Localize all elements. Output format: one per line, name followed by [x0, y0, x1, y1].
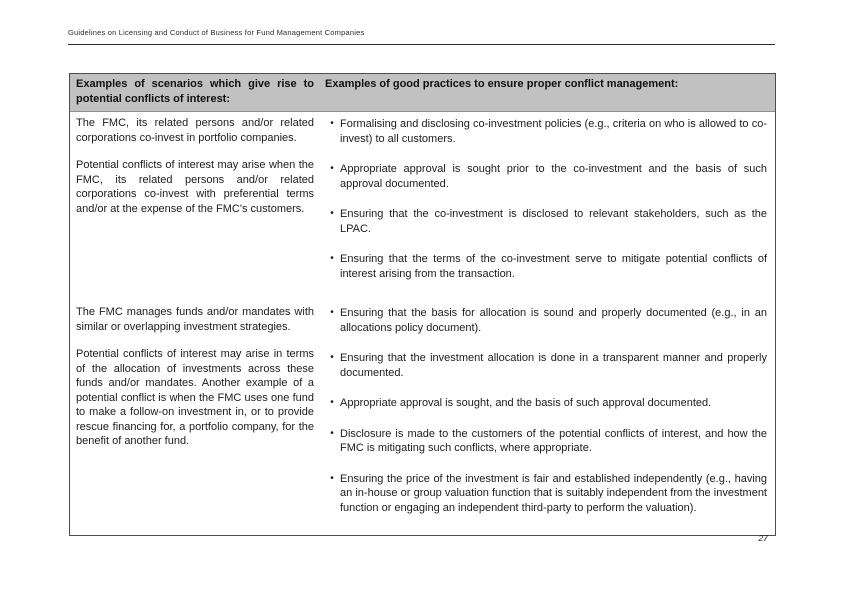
practice-text: Ensuring that the investment allocation is done in a transparent manner and properly documented. [340, 352, 767, 379]
bullet-icon: • [330, 208, 334, 219]
bullet-icon: • [330, 472, 334, 484]
bullet-icon: • [330, 397, 334, 408]
practice-item [324, 427, 767, 456]
practice-item [324, 207, 767, 236]
table-row [70, 301, 775, 535]
scenario-paragraph: The FMC manages funds and/or mandates with similar or overlapping investment strategies. [76, 306, 314, 333]
bullet-icon: • [330, 253, 334, 264]
practice-item [324, 252, 767, 281]
practice-text: Formalising and disclosing co-investment policies (e.g., criteria on who is allowed to co-invest) to all customers. [340, 118, 767, 145]
conflicts-table [69, 73, 776, 536]
running-header: Guidelines on Licensing and Conduct of Business for Fund Management Companies [68, 28, 775, 45]
header-cell-practices: Examples of good practices to ensure proper conflict management: [325, 78, 679, 90]
practice-text: Ensuring the price of the investment is fair and established independently (e.g., having an in-house or group valuation function that is suitably independent from the investment function or engaging an independent third-party to perform the valuation). [340, 472, 767, 514]
practice-item [324, 306, 767, 335]
practice-item [324, 117, 767, 146]
practice-text: Ensuring that the co-investment is disclosed to relevant stakeholders, such as the LPAC. [340, 208, 767, 235]
table-header-row [70, 74, 775, 112]
bullet-icon: • [330, 307, 334, 318]
scenario-paragraph: The FMC, its related persons and/or related corporations co-invest in portfolio companies. [76, 117, 314, 144]
scenario-paragraph: Potential conflicts of interest may arise in terms of the allocation of investments across these funds and/or mandates. Another example of a potential conflict is when the FMC uses one fund to make a follow-on investment in, or to provide rescue financing for, a portfolio company, for the benefit of another fund. [76, 348, 314, 447]
practice-item [324, 472, 767, 516]
practices-cell [320, 112, 775, 301]
practices-cell [320, 301, 775, 535]
bullet-icon: • [330, 427, 334, 439]
bullet-icon: • [330, 163, 334, 174]
practice-text: Appropriate approval is sought prior to the co-investment and the basis of such approval documented. [340, 163, 767, 190]
scenario-cell [70, 112, 320, 301]
table-row [70, 112, 775, 301]
practice-text: Ensuring that the basis for allocation is sound and properly documented (e.g., in an allocations policy document). [340, 307, 767, 334]
scenario-cell [70, 301, 320, 535]
scenario-paragraph: Potential conflicts of interest may arise when the FMC, its related persons and/or related corporations co-invest with preferential terms and/or at the expense of the FMC's customers. [76, 159, 314, 215]
bullet-icon: • [330, 118, 334, 129]
practice-item [324, 351, 767, 380]
practice-text: Appropriate approval is sought, and the basis of such approval documented. [340, 397, 712, 409]
header-cell-scenarios: Examples of scenarios which give rise to potential conflicts of interest: [76, 78, 314, 105]
practice-text: Disclosure is made to the customers of the potential conflicts of interest, and how the FMC is mitigating such conflicts, where appropriate. [340, 427, 767, 454]
practice-item [324, 396, 767, 411]
practice-text: Ensuring that the terms of the co-investment serve to mitigate potential conflicts of interest arising from the transaction. [340, 253, 767, 280]
page-number: 27 [758, 533, 768, 543]
practice-item [324, 162, 767, 191]
bullet-icon: • [330, 352, 334, 363]
